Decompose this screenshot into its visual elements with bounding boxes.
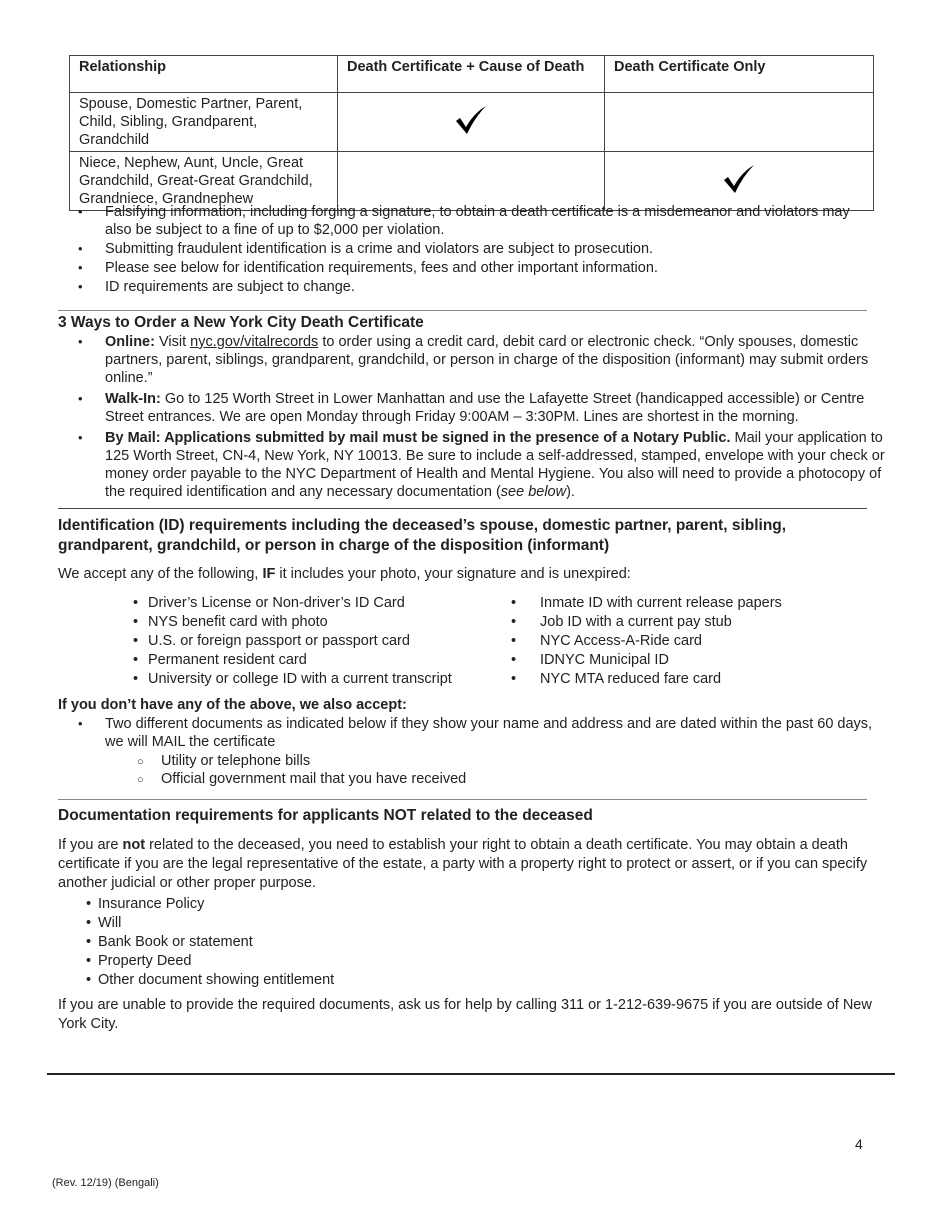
list-item: • Inmate ID with current release papers [511,594,871,613]
sub-list-item: ○ Official government mail that you have received [137,770,878,788]
sub-list-item: ○ Utility or telephone bills [137,752,878,770]
notes-list [58,203,878,297]
page-number: 4 [855,1136,863,1152]
list-item: • NYS benefit card with photo [133,613,493,632]
section-heading: 3 Ways to Order a New York City Death Certificate [58,314,424,331]
revision-label: (Rev. 12/19) (Bengali) [52,1177,159,1189]
table-row [70,152,874,211]
divider [58,799,867,800]
checkmark-icon [454,105,488,140]
checkmark-icon [722,164,756,199]
online-item [58,333,898,387]
checkmark-cell [338,93,605,152]
checkmark-cell [605,152,874,211]
doc-post: related to the deceased, you need to establish your right to obtain a death certificate. You may obtain a death certificate if you are the legal representative of the estate, a party with a property right to protect or assert, or if you can specify another judicial or other proper purpose. [58,837,868,891]
help-text: If you are unable to provide the required documents, ask us for help by calling 311 or 1-212-639-9675 if you are outside of New York City. [58,997,872,1032]
mail-text: Mail your application to 125 Worth Street, CN-4, New York, NY 10013. Be sure to include a self-addressed, stamped, envelope with your check or money order payable to the NYC Department of Health and Mental Hygiene. You also will need to provide a photocopy of the required identification and any necessary documentation ( [105,430,885,500]
list-item: • Insurance Policy [86,895,873,914]
relationship-table [69,55,874,211]
list-item: • NYC MTA reduced fare card [511,670,871,689]
empty-cell [338,152,605,211]
list-item: • Job ID with a current pay stub [511,613,871,632]
documentation-section [58,806,873,1034]
alt-id-section [58,696,878,788]
table-row [70,93,874,152]
header-cause-of-death: Death Certificate + Cause of Death [338,56,605,93]
list-item: • NYC Access-A-Ride card [511,632,871,651]
footer-divider [47,1073,895,1075]
accept-pre: We accept any of the following, [58,566,259,582]
online-text: to order using a credit card, debit card or electronic check. “Only spouses, domestic partners, parent, siblings, grandparent, grandchild, or person in charge of the disposition (informant) may submit orders online.” [105,334,869,386]
list-item: • Other document showing entitlement [86,971,873,990]
walkin-text: Go to 125 Worth Street in Lower Manhattan and use the Lafayette Street (handicapped accessible) or Centre Street entrances. We are open Monday through Friday 9:00AM – 3:30PM. Lines are shortest in the morning. [105,391,865,425]
list-item: • Permanent resident card [133,651,493,670]
online-label: Online: [105,334,155,350]
doc-paragraph [58,836,873,893]
list-item: • IDNYC Municipal ID [511,651,871,670]
divider [58,310,867,311]
list-item: • Will [86,914,873,933]
mail-end: ). [566,484,575,500]
list-item: • Falsifying information, including forging a signature, to obtain a death certificate is a misdemeanor and violators may also be subject to a fine of up to $2,000 per violation. [58,203,878,239]
list-item: • Submitting fraudulent identification is a crime and violators are subject to prosecution. [58,240,878,258]
list-item: • University or college ID with a current transcript [133,670,493,689]
list-item: • Property Deed [86,952,873,971]
header-relationship: Relationship [70,56,338,93]
id-column-right [511,594,871,689]
list-item: • Bank Book or statement [86,933,873,952]
alt-heading: If you don’t have any of the above, we also accept: [58,697,407,713]
accept-if: IF [262,566,276,582]
accept-text [58,565,873,584]
list-item: • Two different documents as indicated below if they show your name and address and are dated within the past 60 days, we will MAIL the certificate [58,715,878,751]
order-section [58,313,898,502]
see-below: see below [500,484,567,500]
id-section [58,516,873,584]
online-pre: Visit [158,334,187,350]
vitalrecords-link[interactable]: nyc.gov/vitalrecords [190,334,319,350]
mail-label: By Mail: Applications submitted by mail must be signed in the presence of a Notary Public. [105,430,731,446]
divider [58,508,867,509]
doc-not: not [122,837,146,853]
section-heading: Identification (ID) requirements including the deceased’s spouse, domestic partner, parent, sibling, grandparent, grandchild, or person in charge of the disposition (informant) [58,517,787,554]
table-header-row [70,56,874,93]
doc-pre: If you are [58,837,119,853]
list-item: • U.S. or foreign passport or passport card [133,632,493,651]
list-item: • ID requirements are subject to change. [58,278,878,296]
list-item: • Driver’s License or Non-driver’s ID Card [133,594,493,613]
mail-item [58,429,898,501]
empty-cell [605,93,874,152]
id-column-left [133,594,493,689]
list-item: • Please see below for identification requirements, fees and other important information. [58,259,878,277]
accept-post: it includes your photo, your signature and is unexpired: [279,566,631,582]
section-heading: Documentation requirements for applicants NOT related to the deceased [58,807,593,824]
walkin-item [58,390,898,426]
relationship-cell: Niece, Nephew, Aunt, Uncle, Great Grandchild, Great-Great Grandchild, Grandniece, Grandnephew [70,152,338,211]
walkin-label: Walk-In: [105,391,161,407]
header-certificate-only: Death Certificate Only [605,56,874,93]
relationship-cell: Spouse, Domestic Partner, Parent, Child, Sibling, Grandparent, Grandchild [70,93,338,152]
